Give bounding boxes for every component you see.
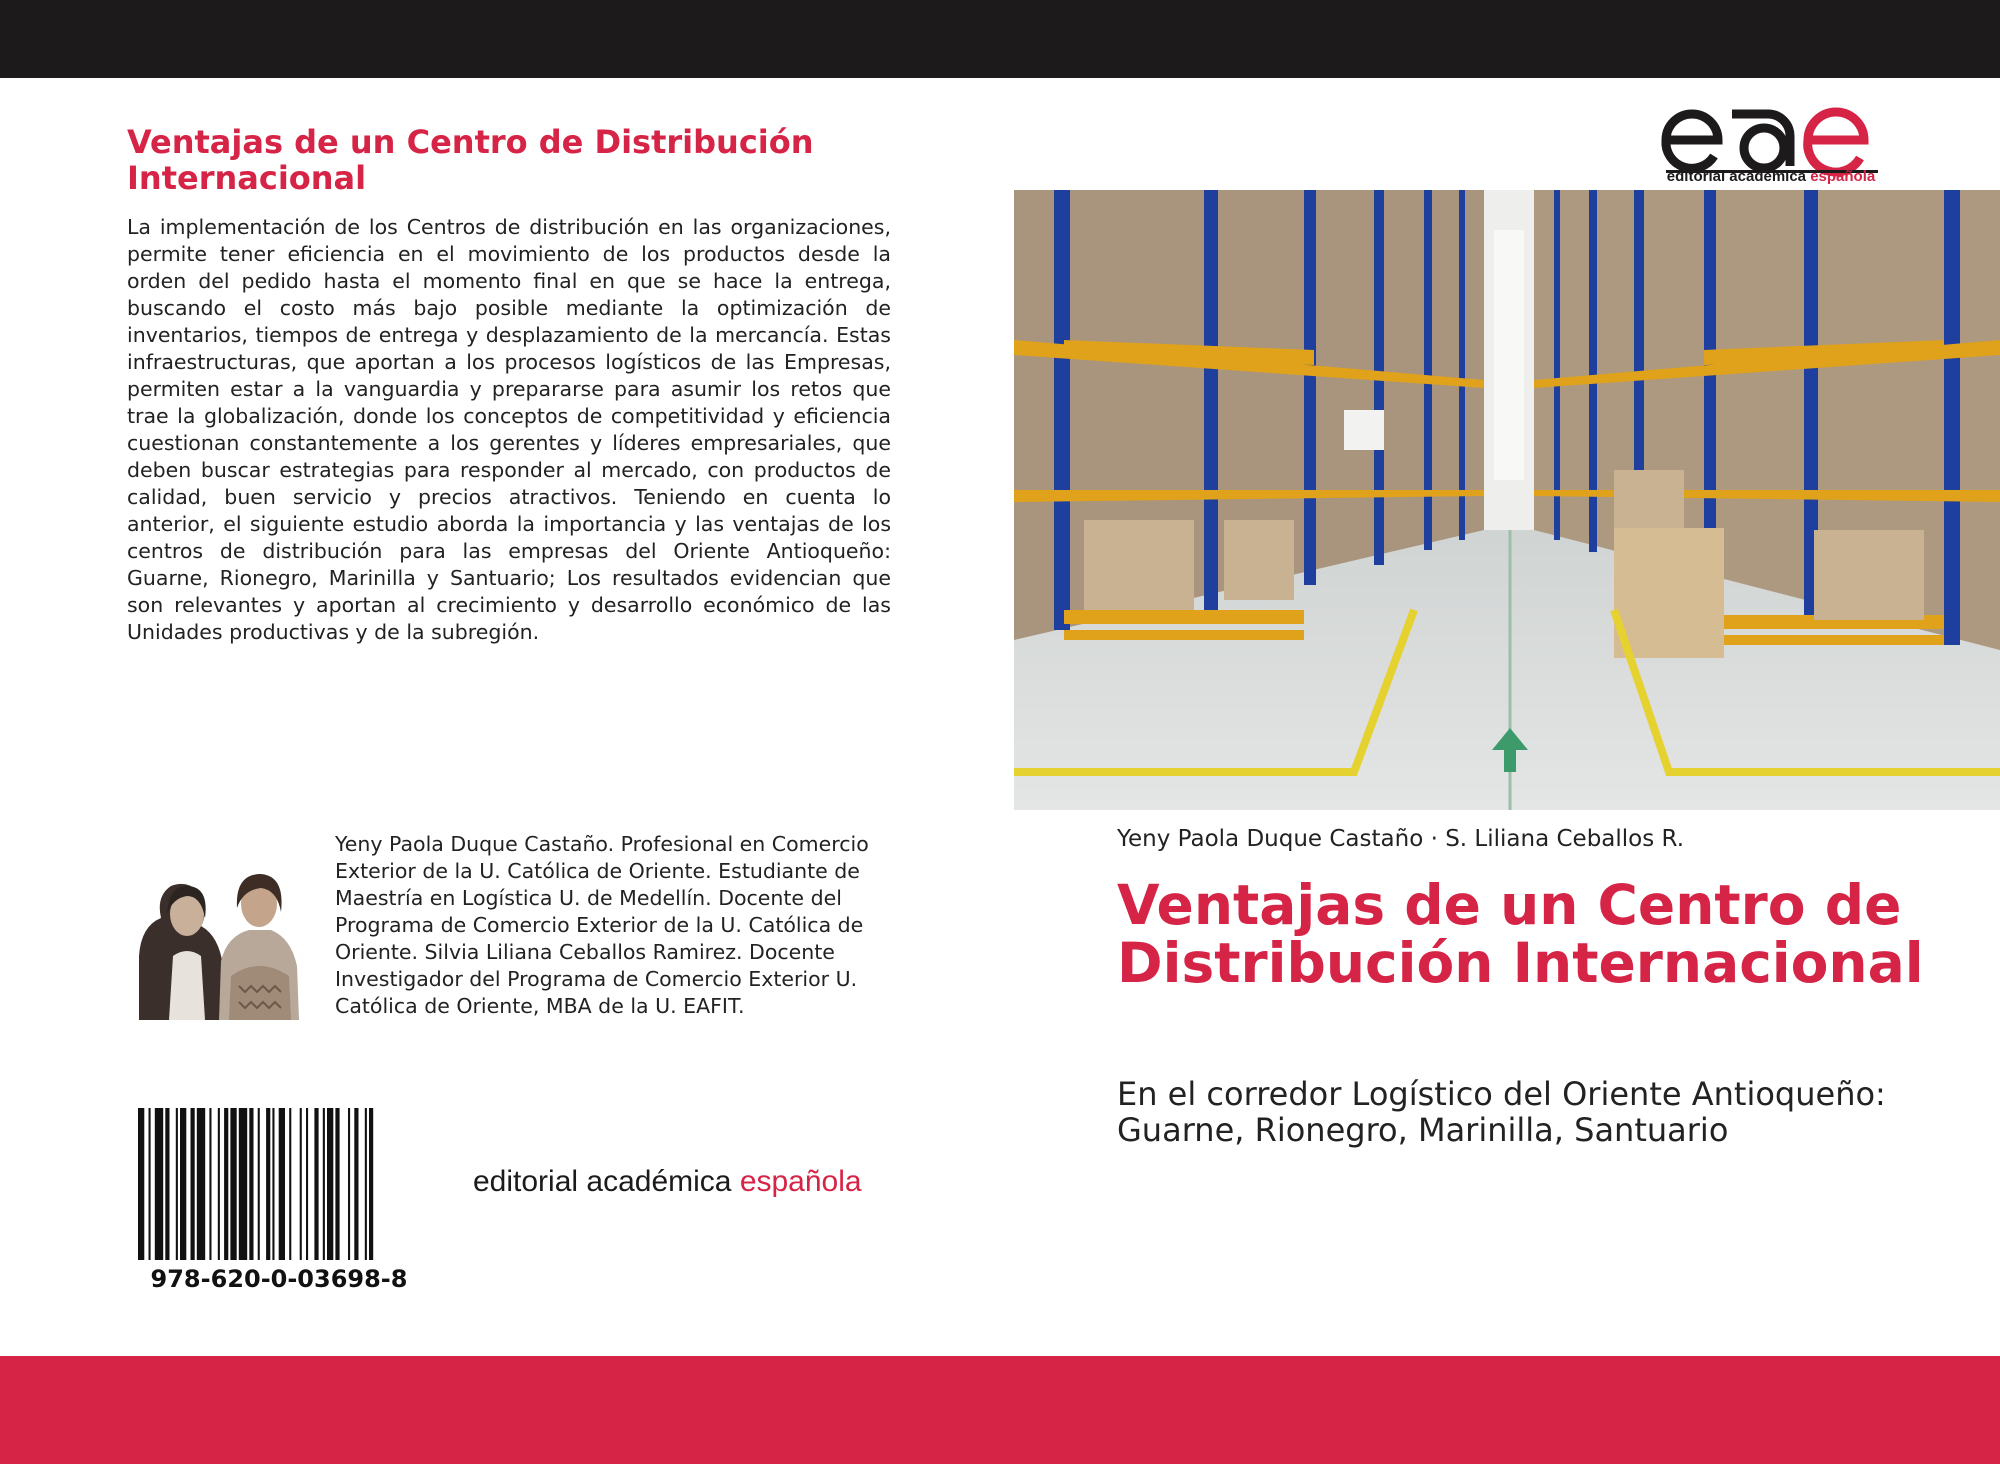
back-cover-title: Ventajas de un Centro de Distribución Internacional — [127, 123, 814, 197]
author-biography: Yeny Paola Duque Castaño. Profesional en Comercio Exterior de la U. Católica de Oriente. Estudiante de Maestría en Logística U. de Medellín. Docente del Programa de Comercio Exterior de la U. Católica de Oriente. Silvia Liliana Ceballos Ramirez. Docente Investigador del Programa de Comercio Exterior U. Católica de Oriente, MBA de la U. EAFIT. — [335, 832, 869, 1018]
barcode-bar — [306, 1108, 308, 1260]
publisher-name-back — [473, 1165, 862, 1199]
logo-caption-accent: española — [1810, 168, 1876, 185]
cover-title: Ventajas de un Centro de Distribución Internacional — [1117, 873, 1924, 995]
authors-portrait-photo — [131, 856, 305, 1020]
barcode-bar — [314, 1108, 318, 1260]
barcode-bar — [365, 1108, 367, 1260]
logo-caption-main: editorial académica — [1666, 168, 1811, 185]
barcode-bar — [230, 1108, 236, 1260]
barcode-bar — [279, 1108, 285, 1260]
barcode-bar — [176, 1108, 178, 1260]
barcode-bar — [180, 1108, 186, 1260]
barcode-bar — [258, 1108, 260, 1260]
top-dark-band — [0, 0, 2000, 78]
barcode-bar — [289, 1108, 291, 1260]
isbn-number: 978-620-0-03698-8 — [150, 1265, 408, 1293]
isbn-barcode — [138, 1108, 420, 1260]
barcode-bar — [155, 1108, 163, 1260]
barcode-bar — [197, 1108, 205, 1260]
barcode-bar — [209, 1108, 211, 1260]
warehouse-shelves-photo — [1014, 190, 2000, 810]
barcode-bar — [218, 1108, 220, 1260]
bottom-red-band — [0, 1356, 2000, 1464]
barcode-bar — [165, 1108, 169, 1260]
barcode-bar — [327, 1108, 333, 1260]
barcode-bar — [300, 1108, 302, 1260]
barcode-bar — [354, 1108, 358, 1260]
barcode-bar — [239, 1108, 247, 1260]
cover-subtitle: En el corredor Logístico del Oriente Antioqueño: Guarne, Rionegro, Marinilla, Santuario — [1117, 1075, 1886, 1149]
barcode-bar — [224, 1108, 228, 1260]
logo-caption — [1660, 168, 1882, 185]
barcode-bar — [149, 1108, 151, 1260]
publisher-name-accent: española — [739, 1165, 862, 1198]
barcode-bar — [348, 1108, 350, 1260]
barcode-bar — [272, 1108, 274, 1260]
cover-authors: Yeny Paola Duque Castaño · S. Liliana Ceballos R. — [1117, 826, 1685, 852]
barcode-bar — [369, 1108, 373, 1260]
barcode-bar — [266, 1108, 270, 1260]
barcode-bar — [138, 1108, 144, 1260]
back-cover-abstract: La implementación de los Centros de distribución en las organizaciones, permite tener eficiencia en el movimiento de los productos desde la orden del pedido hasta el momento final en que se hace la entrega, buscando el costo más bajo posible mediante la optimización de inventarios, tiempos de entrega y desplazamiento de la mercancía. Estas infraestructuras, que aportan a los procesos logísticos de las Empresas, permiten estar a la vanguardia y prepararse para asumir los retos que trae la globalización, donde los conceptos de competitividad y eficiencia cuestionan constantemente a los gerentes y líderes empresariales, que deben buscar estrategias para responder al mercado, con productos de calidad, buen servicio y precios atractivos. Teniendo en cuenta lo anterior, el siguiente estudio aborda la importancia y las ventajas de los centros de distribución para las empresas del Oriente Antioqueño: Guarne, Rionegro, Marinilla y Santuario; Los resultados evidencian que son relevantes y aportan al crecimiento y desarrollo económico de las Unidades productivas y de la subregión. — [127, 215, 891, 644]
publisher-name-main: editorial académica — [473, 1165, 740, 1198]
barcode-bar — [191, 1108, 195, 1260]
barcode-bar — [335, 1108, 339, 1260]
barcode-bar — [323, 1108, 325, 1260]
barcode-bar — [249, 1108, 253, 1260]
